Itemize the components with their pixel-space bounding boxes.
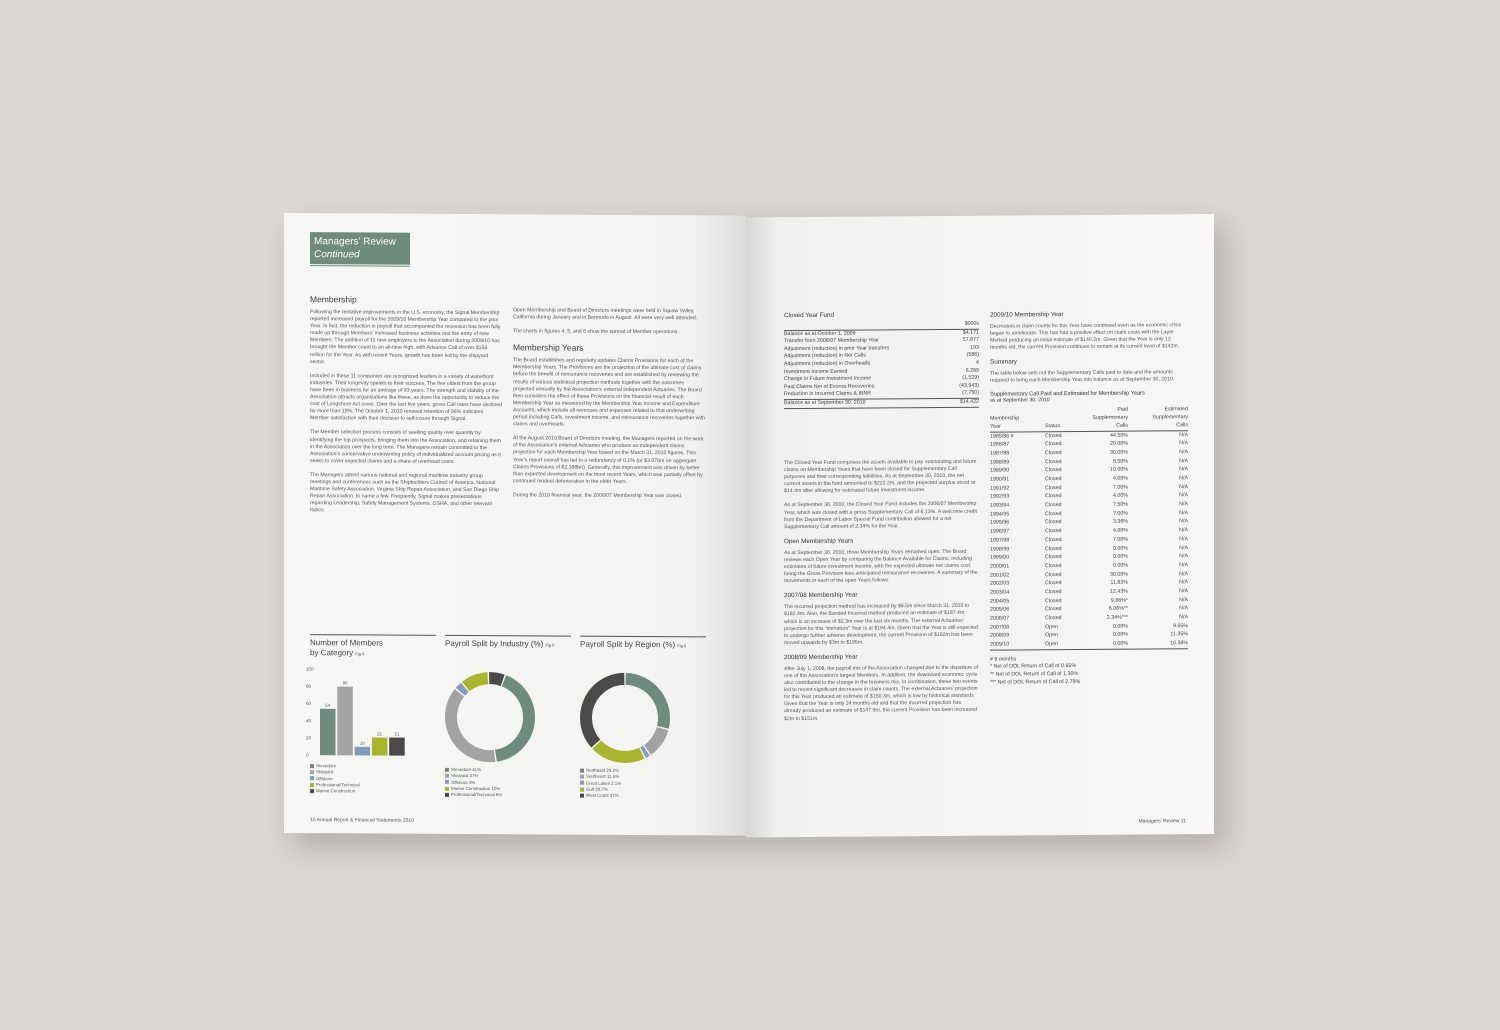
cell-paid: 12.43% [1110, 588, 1128, 595]
cell-year: 1988/89 [990, 459, 1010, 466]
table-note: * Net of DOL Return of Call of 0.65% [990, 663, 1077, 670]
fig4-rule [310, 634, 436, 636]
table-note: ** Net of DOL Return of Call of 1.30% [990, 670, 1079, 678]
closed-year-fund-table [784, 311, 979, 409]
cell-estimated: N/A [1179, 518, 1188, 525]
cell-paid: 3.36% [1112, 519, 1128, 526]
cell-status: Closed [1045, 536, 1062, 544]
legend-swatch [310, 770, 314, 774]
cell-paid: 20.00% [1110, 440, 1128, 448]
cell-status: Closed [1045, 562, 1062, 570]
legend-label: Marine Construction 10% [451, 785, 501, 792]
table-note: *** Net of DOL Return of Call of 2.79% [990, 678, 1081, 686]
cell-estimated: N/A [1179, 440, 1188, 447]
cyf-row-label: Reduction in Incurred Claims & IBNR [784, 390, 872, 398]
cell-paid: 10.00% [1110, 466, 1128, 474]
cyf-row-value: 57,677 [962, 336, 979, 344]
donut-slice [586, 679, 624, 744]
cell-status: Closed [1045, 519, 1062, 526]
legend-swatch [310, 783, 314, 787]
supplementary-table-subtitle: as at September 30, 2010 [990, 396, 1050, 404]
right-page [746, 214, 1214, 837]
legend-swatch [445, 780, 449, 784]
open-years-heading: Open Membership Years [784, 537, 854, 545]
header-est-2: Supplementary [1152, 413, 1188, 421]
cell-year: 2009/10 [990, 641, 1010, 648]
fig5-title-text: Payroll Split by Industry (%) [445, 638, 544, 649]
cell-status: Open [1045, 632, 1058, 639]
fig6-rule [580, 636, 706, 638]
cell-estimated: 10.38% [1170, 640, 1188, 647]
cell-year: 1986/87 [990, 441, 1010, 448]
cell-status: Closed [1045, 528, 1062, 535]
fig4-title-line2: by Category [310, 648, 354, 658]
cell-estimated: N/A [1179, 588, 1188, 595]
membership-column [310, 294, 503, 516]
cell-estimated: N/A [1179, 475, 1188, 482]
left-page-footer: 10 Annual Report & Financial Statements 2010 [310, 817, 414, 824]
header-est-3: Calls [1176, 421, 1188, 428]
fig6-title-text: Payroll Split by Region (%) [580, 639, 676, 650]
cell-estimated: N/A [1179, 466, 1188, 473]
legend-swatch [445, 793, 449, 797]
cell-estimated: N/A [1179, 544, 1188, 551]
cell-year: 1989/90 [990, 467, 1010, 474]
cyf-paragraph: As at September 30, 2010, the Closed Year Fund includes the 2006/07 Membership Year, which was closed with a gross Supplementary Call of 6.13%. A welcome credit from the Department of Labor Special Fund contribution allowed for a net Supplementary Call amount of 2.34% for the Year. [784, 501, 977, 530]
legend-label: Stevedore [316, 763, 337, 769]
y-tick-label: 60 [306, 701, 312, 707]
cell-paid: 7.00% [1112, 484, 1128, 491]
cell-paid: 44.50% [1110, 432, 1128, 439]
cell-year: 2001/02 [990, 572, 1010, 579]
closed-year-fund-heading: Closed Year Fund [784, 311, 835, 320]
cell-paid: 0.00% [1112, 623, 1128, 630]
legend-label: Offshore 3% [451, 779, 476, 785]
cell-estimated: N/A [1179, 501, 1188, 508]
masthead-subtitle: Continued [314, 249, 360, 261]
membership-paragraph: Included in these 11 companies are recognized leaders in a variety of waterfront industries. Their longevity speaks to their success. The five oldest from the group have been in business for an average of 93 years. The strength and stability of the Association attracts organizations like these, as does the opportunity to reduce the cost of Longshore Act cover. Over the last five years, gross Call rates have declined by more than 15%. The October 1, 2010 renewal retention of 96% indicates Member satisfaction with their decision to self-insure through Signal. [310, 372, 503, 423]
legend-item [445, 792, 502, 799]
legend-swatch [310, 789, 314, 793]
masthead [310, 232, 410, 265]
cell-paid: 11.82% [1110, 579, 1128, 587]
cyf-total-value: $14,422 [959, 398, 979, 405]
legend-label: Shipyard [316, 769, 334, 775]
legend-swatch [445, 768, 449, 772]
cell-status: Closed [1045, 467, 1062, 474]
legend-swatch [580, 794, 584, 798]
legend-label: Professional/Technical [316, 782, 360, 788]
header-paid-2: Supplementary [1092, 414, 1128, 421]
cell-status: Closed [1045, 597, 1062, 604]
legend-item [580, 793, 621, 800]
bar-value-label: 21 [377, 731, 383, 737]
legend-label: Marine Construction [316, 788, 356, 794]
cell-status: Closed [1045, 441, 1062, 448]
cyf-row-value: 4 [976, 359, 979, 366]
cell-year: 1998/99 [990, 546, 1010, 553]
cell-status: Closed [1045, 510, 1062, 517]
cell-status: Closed [1045, 606, 1062, 613]
cyf-row-label: Adjustment (reduction) in Overheads [784, 360, 871, 368]
legend-label: Stevedore 41% [451, 766, 482, 773]
cell-paid: 0.00% [1112, 640, 1128, 647]
cell-paid: 6.06%** [1108, 605, 1128, 613]
bar-marine-construction [389, 738, 405, 756]
cell-status: Closed [1045, 615, 1062, 622]
header-paid-3: Calls [1116, 422, 1128, 429]
cell-paid: 4.00% [1112, 475, 1128, 482]
year-0910-heading: 2009/10 Membership Year [990, 311, 1064, 319]
fig5-figure-number: Fig 5 [545, 642, 555, 648]
legend-label: Gulf 20.7% [586, 786, 608, 792]
cell-status: Open [1045, 641, 1058, 648]
membership-paragraph: Following the tentative improvements in the U.S. economy, the Signal Membership reported increased payroll for the 2009/10 Membership Year compared to the prior Year. In fact, the reduction in payroll that accompanied the recession has been fully made up through Members’ increased business activities and the entry of new Members. The addition of 11 new employers to the Association during 2009/10 has brought the Member count to an all-time high, with Advance Call of over $154 million for the Year. As with recent Years, growth has been led by the shipyard sector. [310, 309, 501, 365]
membership-heading: Membership [310, 294, 357, 305]
legend-swatch [445, 774, 449, 778]
header-year-2: Year [990, 423, 1001, 430]
donut-slice [597, 745, 642, 757]
cyf-row-value: (43,943) [959, 382, 979, 389]
donut-slice [647, 729, 662, 750]
fig4-title [310, 638, 436, 660]
cell-status: Closed [1045, 554, 1062, 561]
cell-paid: 0.00% [1112, 545, 1128, 552]
header-est-1: Estimated [1164, 405, 1188, 412]
cyf-total-row [784, 398, 979, 409]
cell-estimated: N/A [1179, 570, 1188, 577]
cell-year: 2004/05 [990, 598, 1010, 605]
fig4-header [310, 634, 436, 660]
y-tick-label: 80 [306, 683, 312, 689]
legend-label: Southeast 11.5% [586, 773, 620, 780]
cell-estimated: N/A [1179, 492, 1188, 499]
year-0708-heading: 2007/08 Membership Year [784, 591, 858, 600]
y-tick-label: 40 [306, 718, 312, 724]
cyf-unit: $000s [964, 320, 979, 327]
cyf-paragraph: The Closed Year Fund comprises the assets available to pay outstanding and future claims on Membership Years that have been closed for Supplementary Call purposes and their corresponding liabilities. As at September 30, 2010, the net current assets in the fund amounted to $222.2m, and the projected surplus stood at $14.4m after allowing for estimated future investment income. [784, 458, 977, 495]
fig4-bar-chart [306, 661, 418, 762]
legend-item [310, 788, 360, 795]
bar-stevedore [320, 709, 336, 756]
legend-swatch [445, 787, 449, 791]
supplementary-table-notes [990, 655, 1188, 687]
cyf-row-value: (7,750) [962, 390, 979, 397]
donut-slice [489, 678, 503, 680]
meetings-paragraph: Open Membership and Board of Directors meetings were held in Squaw Valley, California during January and in Bermuda in August. All were very well attended. [513, 307, 698, 322]
y-tick-label: 100 [306, 666, 314, 672]
legend-label: Shipyard 37% [451, 773, 479, 779]
cell-paid: 4.00% [1112, 527, 1128, 534]
fig6-legend [580, 768, 621, 800]
left-page [284, 213, 746, 836]
cell-estimated: N/A [1179, 605, 1188, 612]
membership-years-column [513, 307, 706, 500]
bar-value-label: 80 [342, 680, 348, 686]
charts-paragraph: The charts in figures 4, 5, and 6 show the spread of Member operations. [513, 328, 679, 336]
cell-year: 2000/01 [990, 563, 1010, 570]
cyf-row-label: Transfer from 2006/07 Membership Year [784, 337, 879, 345]
cell-paid: 0.00% [1112, 553, 1128, 560]
legend-label: Great Lakes 2.1% [586, 780, 622, 786]
cyf-row-label: Investment Income Earned [784, 368, 848, 375]
cell-paid: 9.66%* [1110, 597, 1128, 604]
cyf-rows [784, 329, 979, 399]
cell-year: 2005/06 [990, 606, 1010, 613]
donut-slice [460, 687, 464, 691]
cell-year: 1994/95 [990, 511, 1010, 518]
cyf-row-label: Adjustment (reduction) in Net Calls [784, 352, 866, 360]
fig4-title-line1: Number of Members [310, 638, 383, 648]
legend-label: Northeast 29.2% [586, 767, 619, 773]
cell-status: Closed [1045, 450, 1062, 457]
cell-estimated: N/A [1179, 449, 1188, 456]
cell-status: Closed [1045, 580, 1062, 587]
fig5-title [445, 639, 571, 651]
summary-column [990, 310, 1188, 687]
cell-year: 1993/94 [990, 502, 1010, 509]
donut-slice [626, 679, 664, 727]
membership-years-heading: Membership Years [513, 342, 584, 353]
cyf-row-value: 6,289 [965, 367, 979, 374]
legend-swatch [580, 775, 584, 779]
cyf-row-value: (586) [966, 352, 979, 359]
bar-offshore [355, 747, 371, 756]
fig4-figure-number: Fig 4 [355, 651, 365, 657]
bar-value-label: 54 [325, 702, 331, 708]
cell-paid: 30.00% [1110, 571, 1128, 578]
cyf-row-label: Adjustment (reduction) in prior Year transfers [784, 345, 890, 352]
cell-estimated: N/A [1179, 431, 1188, 438]
membership-years-paragraph: During the 2010 financial year, the 2006/07 Membership Year was closed. [513, 492, 683, 500]
cell-year: 1987/88 [990, 450, 1010, 457]
legend-swatch [580, 781, 584, 785]
bar-shipyard [337, 686, 353, 755]
cell-estimated: 9.65% [1172, 622, 1188, 629]
summary-heading: Summary [990, 358, 1017, 367]
year-0910-paragraph: Decreases in claim counts for this Year have continued even as the economic crisis began to ameliorate. This has had a positive effect on claim costs with the Layer Method producing an initial estimate of $140.2m. Given that the Year is only 12 months old, the current Provision continues to remain at its current level of $142m. [990, 322, 1182, 351]
header-status: Status [1045, 422, 1061, 429]
closed-year-fund-text [784, 459, 979, 723]
cell-year: 1995/96 [990, 519, 1010, 527]
cell-estimated: N/A [1179, 596, 1188, 603]
fig5-legend [445, 767, 502, 799]
cell-estimated: N/A [1179, 553, 1188, 560]
cell-estimated: 11.35% [1170, 631, 1188, 638]
cell-status: Closed [1045, 484, 1062, 491]
cell-paid: 8.50% [1112, 458, 1128, 465]
cell-year: 1996/97 [990, 528, 1010, 535]
cell-status: Closed [1045, 545, 1062, 552]
fig5-donut-chart [442, 669, 538, 766]
cell-status: Closed [1045, 476, 1062, 483]
bar-value-label: 10 [359, 740, 365, 746]
bar-value-label: 21 [394, 731, 400, 737]
cell-estimated: N/A [1179, 536, 1188, 543]
fig5-rule [445, 635, 571, 637]
cell-year: 1992/93 [990, 493, 1010, 501]
cell-estimated: N/A [1179, 579, 1188, 586]
y-tick-label: 20 [306, 735, 312, 741]
cyf-row-label: Change in Future Investment Income [784, 375, 872, 383]
cell-status: Closed [1045, 502, 1062, 509]
cyf-row-value: $4,171 [962, 329, 979, 336]
cell-estimated: N/A [1179, 562, 1188, 569]
cyf-row-label: Paid Claims Net of Excess Recoveries [784, 383, 875, 390]
cell-paid: 0.00% [1112, 562, 1128, 569]
masthead-title: Managers’ Review [314, 236, 396, 248]
legend-label: Professional/Technical 6% [451, 792, 503, 798]
cell-status: Closed [1045, 589, 1062, 596]
legend-swatch [580, 787, 584, 791]
fig6-donut-chart [577, 670, 673, 767]
fig6-title [580, 640, 706, 652]
header-year-1: Membership [990, 414, 1020, 422]
donut-slice [643, 751, 646, 753]
cell-paid: 0.00% [1112, 632, 1128, 639]
supplementary-table-header [990, 406, 1188, 432]
membership-paragraph: The Managers attend various national and regional maritime industry group meetings and conferences such as the Shipbuilders Council of America, National Maritime Safety Association, Virginia Ship Repair Association, and San Diego Ship Repair Association, to name a few. Frequently, Signal makes presentations regarding Leadership, Safety Management Systems, OSHA, and other relevant topics. [310, 472, 500, 514]
supplementary-table-title: Supplementary Call Paid and Estimated for Membership Years [990, 390, 1145, 398]
cyf-total-label: Balance as at September 30, 2010 [784, 399, 866, 407]
cell-estimated: N/A [1179, 614, 1188, 621]
cell-status: Open [1045, 623, 1058, 630]
cell-estimated: N/A [1179, 457, 1188, 464]
cell-estimated: N/A [1179, 483, 1188, 490]
legend-label: West Coast 37% [586, 792, 619, 799]
cell-year: 2002/03 [990, 580, 1010, 587]
fig4-legend [310, 763, 360, 795]
membership-years-paragraph: At the August 2010 Board of Directors meeting, the Managers reported on the work of the Association’s external Actuaries who produce an independent claims projection for each Membership Year based on the March 31, 2010 figures. This Year’s report overall has led to a redundancy of 0.1% (or $3.076m on aggregate Claims Provisions of $2.188bn). Generally, this improvement was driven by better than expected development on the most recent Years, which was partially offset by continued modest deterioration in the older Years. [513, 435, 704, 485]
cyf-row-label: Balance as at October 1, 2009 [784, 330, 856, 337]
table-note: # 9 months [990, 656, 1017, 663]
cell-status: Closed [1045, 458, 1062, 465]
cyf-row-value: (1,529) [962, 374, 979, 382]
fig6-header [580, 636, 706, 652]
cell-estimated: N/A [1179, 509, 1188, 517]
year-0809-paragraph: After July 1, 2008, the payroll mix of the Association changed due to the departure of one of the Association’s largest Members. In addition, the downward economic cycle also contributed to the change in the business mix. In combination, these two events led to recent significant decreases in claim counts. The external Actuaries’ projection for this Year produced an estimate of $150.3m, which is low by historical standards. Given that the Year is only 24 months old and that the incurred projection has already produced an estimate of $147.9m, the current Provision has been increased $2m to $151m. [784, 664, 979, 722]
cell-year: 2006/07 [990, 615, 1010, 622]
cell-paid: 7.50% [1112, 501, 1128, 508]
cell-year: 1991/92 [990, 485, 1010, 492]
open-years-paragraph: As at September 30, 2010, three Membership Years remained open. The Board reviews each Open Year by comparing the Balance Available for Claims, including estimates of future investment income, with the expected ultimate net claims cost, being the Gross Provision less anticipated reinsurance recoveries. A summary of the movements in each of the open Years follows. [784, 548, 978, 585]
year-0708-paragraph: The incurred projection method has increased by $8.5m since March 31, 2010 to $182.4m. Also, the Banded Incurred method produced an estimate of $187.4m, which is an increase of $2.3m over the last six months. The external Actuaries’ projection for this “immature” Year is at $194.4m. Given that the Year is still expected to undergo further adverse development, the current Provision of $192m has been moved upwards by $3m to $195m. [784, 603, 979, 646]
membership-years-paragraph: The Board establishes and regularly updates Claims Provisions for each of the Membership Years. The Provisions are the projection of the ultimate cost of claims before the benefit of reinsurance recoveries and are established by reviewing the results of various statistical projection methods together with the outcomes projected annually by the Association’s external independent Actuaries. The Board then considers the effect of these Provisions on the financial result of each Membership Year as measured by the Membership Year Income and Expenditure Accounts, which include all revenues and expenses related to that underwriting period including Calls, investment income, and reinsurance recoveries together with claims and overheads. [513, 357, 706, 428]
masthead-rule [310, 265, 410, 267]
legend-swatch [310, 764, 314, 768]
supplementary-table-rows [990, 431, 1188, 651]
cell-status: Closed [1045, 571, 1062, 578]
legend-swatch [580, 768, 584, 772]
cell-year: 2007/08 [990, 624, 1010, 631]
cell-paid: 2.34%*** [1106, 614, 1128, 621]
cell-estimated: N/A [1179, 527, 1188, 534]
year-0809-heading: 2008/09 Membership Year [784, 653, 858, 662]
membership-paragraph: The Member selection process consists of seeking quality over quantity by identifying the top prospects, bringing them into the Association, and retaining them in the Association over the long term. The Managers remain committed to the Association’s conservative underwriting policy of individualized account pricing as it seeks to cover expected claims and a share of overhead costs. [310, 429, 501, 465]
header-paid-1: Paid [1117, 406, 1128, 413]
table-row [990, 639, 1188, 649]
cell-year: 2008/09 [990, 632, 1010, 640]
summary-paragraph: The table below sets out the Supplementary Calls paid to date and the amounts required to bring each Membership Year into balance as at September 30, 2010. [990, 369, 1175, 385]
cell-year: 2003/04 [990, 589, 1010, 596]
y-tick-label: 0 [306, 752, 309, 758]
donut-slice [466, 678, 488, 686]
right-page-footer: Managers’ Review 11 [1138, 818, 1186, 825]
legend-label: Offshore [316, 775, 333, 781]
cell-year: 1997/98 [990, 537, 1010, 544]
fig5-header [445, 635, 571, 651]
cell-paid: 30.00% [1110, 449, 1128, 456]
cell-status: Closed [1045, 493, 1062, 500]
legend-swatch [310, 777, 314, 781]
cell-year: 1985/86 # [990, 433, 1014, 440]
fig6-figure-number: Fig 6 [677, 643, 687, 649]
cell-year: 1999/00 [990, 554, 1010, 561]
donut-slice [496, 681, 529, 756]
cyf-row-value: 193 [970, 344, 979, 351]
bar-professional-technical [372, 737, 388, 755]
cell-year: 1990/91 [990, 476, 1010, 483]
cell-paid: 7.00% [1112, 536, 1128, 543]
cell-status: Closed [1045, 432, 1062, 439]
donut-slice [451, 693, 495, 757]
cell-paid: 7.00% [1112, 510, 1128, 517]
cell-paid: 4.00% [1112, 493, 1128, 500]
